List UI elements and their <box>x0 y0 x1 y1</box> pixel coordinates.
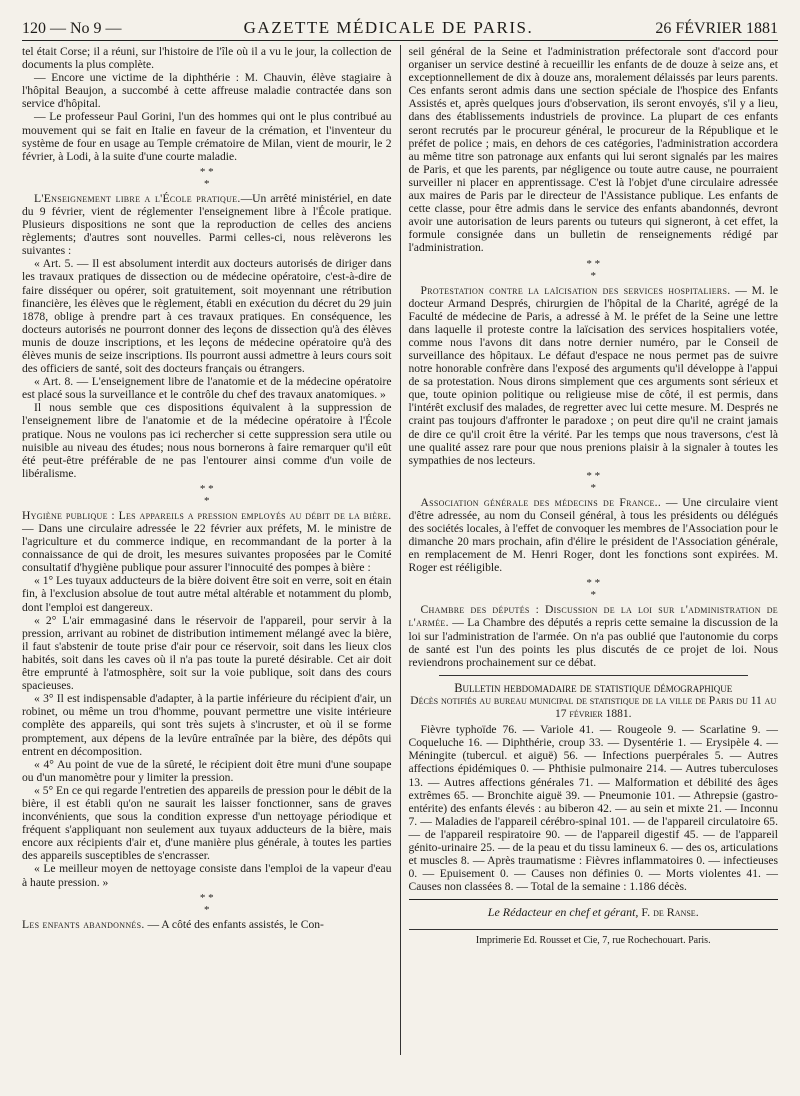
right-column <box>401 45 779 1055</box>
gorini-paragraph: — Le professeur Paul Gorini, l'un des hommes qui ont le plus contribué au mouvement qui se fait en Italie en faveur de la crémation, et l'inventeur du système de four en usage au Temple crématoire de Milan, vient de mourir, le 2 février, à Lodi, à la suite d'une courte maladie. <box>22 110 392 163</box>
chambre-heading: Chambre des députés : Discussion de la loi sur l'administration de l'armée. <box>408 603 778 630</box>
article-5: « Art. 5. — Il est absolument interdit aux docteurs autorisés de diriger dans les travaux pratiques de dissection ou de médecine opératoire, c'est-à-dire de faire disséquer ou opérer, soit gratuitement, soit moyennant une rétribution financière, les élèves que le règlement, établi en exécution du décret du 29 juin 1878, oblige à prendre part à ces travaux pratiques. En conséquence, les docteurs autorisés ne pourront donner des leçons de dissection qu'à des élèves munis de douze inscriptions, et les leçons de médecine opératoire qu'à des élèves munis de seize inscriptions. Ils pourront aussi admettre à leurs cours soit des officiers de santé, soit des docteurs français ou étrangers. <box>22 257 392 376</box>
association-text: — Une circulaire vient d'être adressée, au nom du Conseil général, à tous les présidents ou délégués des sociétés locales, à l'effet de convoquer les membres de l'Association pour le dimanche 20 mars prochain, afin d'élire le président de l'Association générale, en remplacement de M. Henri Roger, dont les fonctions sont expirées. M. Roger est rééligible. <box>408 495 778 575</box>
signature-name: F. de Ranse. <box>641 905 699 920</box>
mortality-statistics: Fièvre typhoïde 76. — Variole 41. — Rougeole 9. — Scarlatine 9. — Coqueluche 16. — Diphthérie, croup 33. — Dysentérie 1. — Erysipèle 4. — Méningite (tubercul. et aiguë) 56. — Infections puerpérales 5. — Autres affections épidémiques 0. — Phthisie pulmonaire 214. — Autres tuberculoses 13. — Autres affections générales 71. — Malformation et débilité des âges extrêmes 65. — Bronchite aiguë 39. — Pneumonie 101. — Athrepsie (gastro-entérite) des enfants élevés : au biberon 42. — au sein et mixte 21. — Inconnu 7. — Maladies de l'appareil cérébro-spinal 101. — de l'appareil circulatoire 65. — de l'appareil respiratoire 90. — de l'appareil digestif 45. — de l'appareil génito-urinaire 25. — de la peau et du tissu lamineux 6. — des os, articulations et muscles 8. — Après traumatisme : Fièvres inflammatoires 0. — infectieuses 0. — Epuisement 0. — Causes non définies 0. — Morts violentes 41. — Causes non classées 8. — Total de la semaine : 1.186 décès. <box>408 723 778 894</box>
section-stars: * * * <box>586 577 601 602</box>
bulletin-title: Bulletin hebdomadaire de statistique démographique <box>454 680 733 695</box>
chambre-text: — La Chambre des députés a repris cette semaine la discussion de la loi sur l'administration de l'armée. On n'a pas oublié que l'autonomie du corps de santé est l'un des points les plus discutés de ce projet de loi. Nous reviendrons prochainement sur ce débat. <box>408 616 778 669</box>
protestation-text: — M. le docteur Armand Després, chirurgien de l'hôpital de la Charité, agrégé de la Faculté de médecine de Paris, a adressé à M. le préfet de la Seine une lettre dans laquelle il proteste contre la laïcisation des services hospitaliers votée, comme nous l'avons dit dans notre dernier numéro, par le Conseil de surveillance des hôpitaux. Le défaut d'espace ne nous permet pas de suivre notre honorable confrère dans l'exposé des arguments qu'il développe à l'appui de sa protestation. Nous dirons simplement que ces arguments sont sérieux et que, toute opinion politique ou religieuse mise de côté, il est permis, dans l'intérêt exclusif des malades, de regretter avec lui cette mesure. M. Després ne craint pas toujours d'affronter le paradoxe ; on peut dire qu'il ne craint jamais de dire ce qu'il croit être la vérité. Par les temps que nous traversons, c'est là une qualité assez rare pour que nous prenions plaisir à la signaler à toutes les sympathies de nos lecteurs. <box>408 283 778 467</box>
section-stars: * * * <box>586 469 601 494</box>
hygiene-item-3: « 3° Il est indispensable d'adapter, à la partie inférieure du récipient d'air, un robinet, ou même un trou d'homme, pouvant permettre une visite intérieure complète des appareils, qui sont très sujets à s'incruster, et où il se forme promptement, aux dépens de la levûre entraînée par la bière, des dépôts qui entrent en décomposition. <box>22 692 392 758</box>
page-number: 120 — No 9 — <box>22 20 122 37</box>
hygiene-heading: Hygiène publique : Les appareils a pression employés au débit de la bière. <box>22 508 392 522</box>
hygiene-item-2: « 2° L'air emmagasiné dans le réservoir de l'appareil, pour servir à la pression, arrivant au robinet de distribution intimement mélangé avec la bière, il faut s'abstenir de toute prise d'air pour ce réservoir, soit dans les lieux clos habités, soit dans les caves où il n'a pas toute la pureté désirable. Cet air doit être emprunté à l'atmosphère, soit sur la voie publique, soit dans des cours spacieuses. <box>22 613 392 693</box>
section-stars: * * * <box>199 482 214 507</box>
article-8: « Art. 8. — L'enseignement libre de l'anatomie et de la médecine opératoire est placé sous la surveillance et le contrôle du chef des travaux anatomiques. » <box>22 375 392 402</box>
enfants-article <box>22 918 392 931</box>
hygiene-article <box>22 509 392 574</box>
editor-signature <box>409 899 779 919</box>
hygiene-item-4: « 4° Au point de vue de la sûreté, le récipient doit être muni d'une soupape ou d'un manomètre pour y limiter la pression. <box>22 757 392 784</box>
enfants-continuation: seil général de la Seine et l'administration préfectorale sont d'accord pour organiser un service destiné à recueillir les enfants de de douze à seize ans, et exceptionnellement de dix à douze ans, moralement délaissés par leurs parents. Ces enfants seront admis dans une section spéciale de l'hospice des Enfants Assistés et, après quelques jours d'observation, ils seront envoyés, s'il y a lieu, dans des établissements industriels de province. La plupart de ces enfants seront recrutés par le procureur général, le procureur de la République et le préfet de police ; mais, en dehors de ces catégories, l'administration accordera au même titre son patronage aux enfants qui lui seront signalés par les maires de Paris, et que les parents, par négligence ou toute autre cause, ne pourraient surveiller ni placer en apprentissage. C'est là l'objet d'une circulaire adressée aux maires de Paris par le directeur de l'Assistance publique. Les enfants de cette classe, pour être admis dans le service des enfants abandonnés, devront avoir une autorisation de leurs parents ou tuteurs qui signeront, à cet effet, la formule consignée dans un bulletin de renseignements rédigé par l'administration. <box>408 45 778 255</box>
page-header <box>22 18 778 41</box>
printer-imprint: Imprimerie Ed. Rousset et Cie, 7, rue Rochechouart. Paris. <box>409 929 779 947</box>
issue-date: 26 FÉVRIER 1881 <box>655 20 778 37</box>
hygiene-text: — Dans une circulaire adressée le 22 février aux préfets, M. le ministre de l'agriculture et du commerce indique, en recommandant de la porter à la connaissance de qui de droit, les mesures suivantes proposées par le Comité consultatif d'hygiène publique pour assurer l'innocuité des pompes à bière : <box>22 522 392 575</box>
protestation-article <box>409 284 779 467</box>
signature-role: Le Rédacteur en chef et gérant, <box>487 905 639 920</box>
enseignement-heading: L'Enseignement libre a l'École pratique. <box>34 191 241 205</box>
enfants-heading: Les enfants abandonnés. <box>22 917 145 931</box>
columns <box>22 45 778 1055</box>
chambre-article <box>409 603 779 668</box>
enseignement-article <box>22 192 392 257</box>
section-stars: * * * <box>199 165 214 190</box>
commentary-paragraph: Il nous semble que ces dispositions équivalent à la suppression de l'enseignement libre de l'anatomie et de la médecine opératoire à l'École pratique. Nous ne voulons pas ici rechercher si cette suppression sera utile ou nuisible au niveau des études; nous nous bornerons à faire remarquer qu'il eût été peut-être préférable de ne pas l'entourer ainsi comme d'un voile de libéralisme. <box>22 401 392 480</box>
enfants-text: — A côté des enfants assistés, le Con- <box>147 917 324 931</box>
association-article <box>409 496 779 575</box>
section-stars: * * * <box>586 257 601 282</box>
corse-paragraph: tel était Corse; il a réuni, sur l'histoire de l'île où il a vu le jour, la collection de documents la plus complète. <box>22 45 392 72</box>
left-column <box>22 45 401 1055</box>
hygiene-item-5: « 5° En ce qui regarde l'entretien des appareils de pression pour le débit de la bière, il est établi qu'on ne saurait les laisser fonctionner, sans de graves inconvénients, que sous la condition expresse d'un nettoyage périodique et fréquent s'appliquant non seulement aux tuyaux adducteurs de la bière, mais encore aux récipients d'air et, d'une manière plus générale, à toutes les parties des appareils susceptibles de s'encrasser. <box>22 783 392 863</box>
diphtheria-paragraph: — Encore une victime de la diphthérie : M. Chauvin, élève stagiaire à l'hôpital Beaujon, a succombé à cette affreuse maladie contractée dans son service d'hôpital. <box>22 71 392 111</box>
protestation-heading: Protestation contre la laïcisation des services hospitaliers. <box>420 283 731 297</box>
section-stars: * * * <box>199 891 214 916</box>
enseignement-text: —Un arrêté ministériel, en date du 9 février, vient de réglementer l'enseignement libre à l'École pratique. Plusieurs dispositions ne sont que la reproduction de celles des anciens règlements; d'autres sont nouvelles. Parmi celles-ci, nous relèverons les suivantes : <box>22 191 392 258</box>
journal-title: GAZETTE MÉDICALE DE PARIS. <box>243 18 534 37</box>
hygiene-item-6: « Le meilleur moyen de nettoyage consiste dans l'emploi de la vapeur d'eau à haute pression. » <box>22 862 392 889</box>
hygiene-item-1: « 1° Les tuyaux adducteurs de la bière doivent être soit en verre, soit en étain fin, à l'exclusion absolue de tout autre métal altérable et notamment du plomb, dont l'emploi est dangereux. <box>22 574 392 614</box>
section-divider <box>439 675 749 676</box>
association-heading: Association générale des médecins de France.. <box>420 495 662 509</box>
bulletin-subtitle: Décès notifiés au bureau municipal de statistique de la ville de Paris du 11 au 17 février 1881. <box>410 694 777 721</box>
